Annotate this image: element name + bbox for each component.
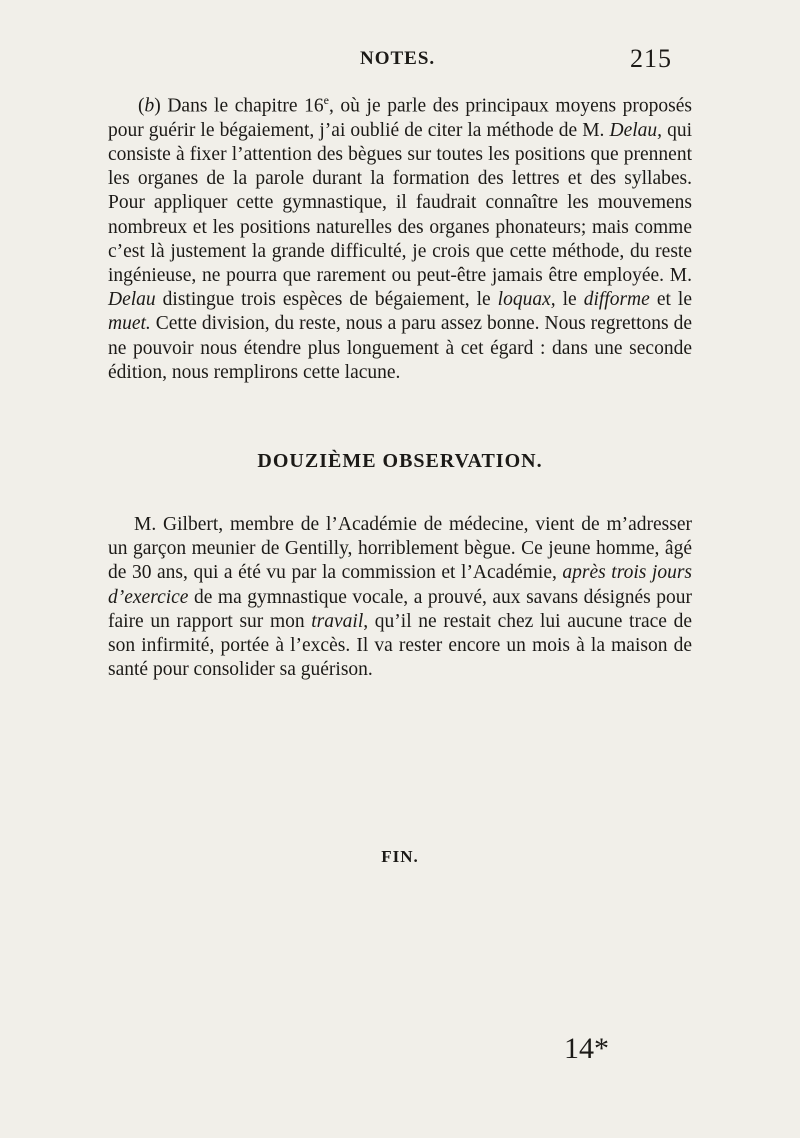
- signature-mark: 14*: [564, 1032, 609, 1065]
- observation-paragraph: M. Gilbert, membre de l’Académie de médecine, vient de m’adresser un garçon meunier de Gentilly, horriblement bègue. Ce jeune homme, âgé de 30 ans, qui a été vu par la commission et l’Académie, après trois jours d’exercice de ma gymnastique vocale, a prouvé, aux savans désignés pour faire un rapport sur mon travail, qu’il ne restait chez lui aucune trace de son infirmité, portée à l’excès. Il va rester encore un mois à la maison de santé pour consolider sa guérison.: [108, 514, 692, 681]
- page-number: 215: [630, 44, 672, 73]
- fin-marker: FIN.: [381, 847, 419, 866]
- note-b-paragraph: (b) Dans le chapitre 16e, où je parle des principaux moyens proposés pour guérir le bégaiement, j’ai oublié de citer la méthode de M. Delau, qui consiste à fixer l’attention des bègues sur toutes les positions que prennent les organes de la parole durant la formation des lettres et des syllabes. Pour appliquer cette gymnastique, il faudrait connaître les mouvemens nombreux et les positions naturelles des organes phonateurs; mais comme c’est là justement la grande difficulté, je crois que cette méthode, du reste ingénieuse, ne pourra que rarement ou peut-être jamais être employée. M. Delau distingue trois espèces de bégaiement, le loquax, le difforme et le muet. Cette division, du reste, nous a paru assez bonne. Nous regrettons de ne pouvoir nous étendre plus longuement à cet égard : dans une seconde édition, nous remplirons cette lacune.: [108, 93, 692, 383]
- running-head: NOTES.: [360, 48, 436, 69]
- page-header: [0, 44, 800, 84]
- section-title: DOUZIÈME OBSERVATION.: [257, 450, 543, 472]
